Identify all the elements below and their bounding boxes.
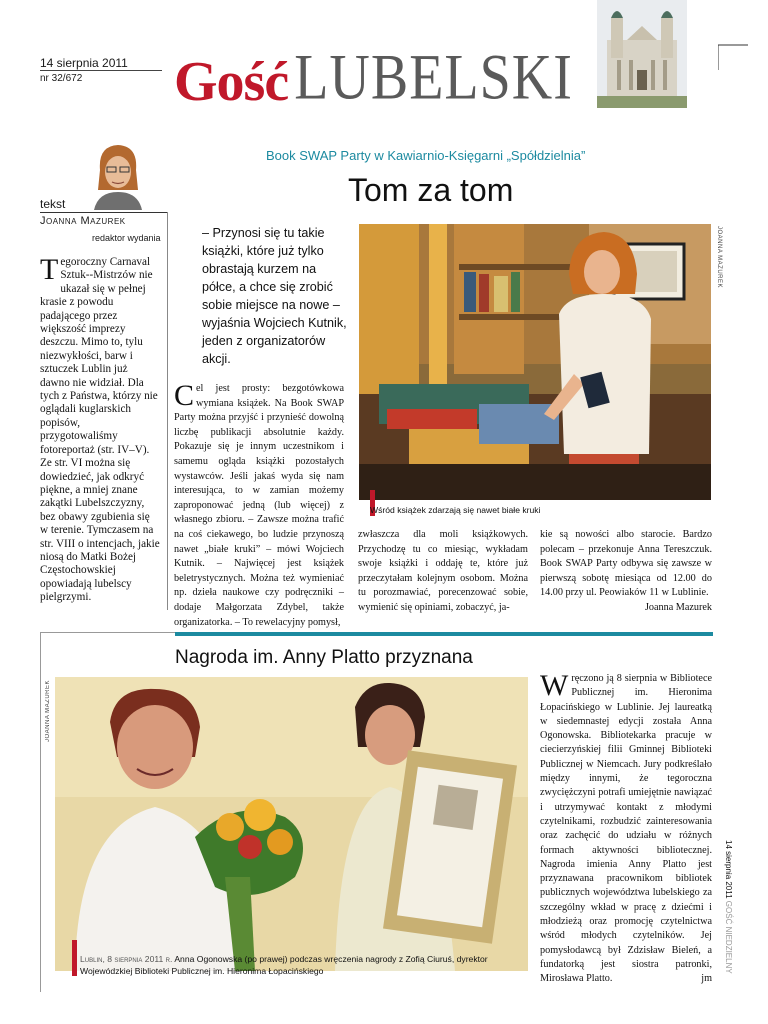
- photo2-caption: [80, 953, 520, 977]
- issue-number: nr 32/672: [40, 73, 83, 84]
- article-headline: Tom za tom: [348, 172, 514, 208]
- photo-credit: JOANNA MAZUREK: [716, 226, 722, 289]
- cathedral-image: [597, 0, 687, 108]
- caption2-text: Anna Ogonowska (po prawej) podczas wręczenia nagrody z Zofią Ciuruś, dyrektor Wojewódzkiej Biblioteki Publicznej im. Hieronima Łopacińskiego: [80, 954, 488, 977]
- article-kicker: Book SWAP Party w Kawiarnio-Księgarni „Spółdzielnia”: [266, 148, 586, 163]
- article-column-1: [174, 379, 344, 630]
- crop-marks: [718, 0, 768, 70]
- article-column-3: [540, 528, 712, 616]
- article-col1-text: el jest prosty: bezgotówkowa wymiana książek. Na Book SWAP Party można przyjść i przynieść dowolną liczbę publikacji absolutnie każdy. Pokazuje się je innym uczestnikom i samemu ogląda książki pozostałych wystawców. Jeśli jakaś wyda się nam interesująca, to w zamian możemy zaproponować jedną (lub więcej) z własnego zbioru. – Zawsze można trafić na coś ciekawego, bo ludzie przynoszą nawet „białe kruki” – mówi Wojciech Kutnik. – Najwięcej jest książek beletrystycznych. Można też wymieniać np. dzieła naukowe czy podręczniki – dodaje Małgorzata Zdybel, także organizatorka. – To rewelacyjny pomysł,: [174, 383, 344, 628]
- award-ceremony-photo: [55, 677, 528, 971]
- article2-signature: jm: [701, 973, 712, 985]
- editorial-text: [40, 253, 160, 605]
- article-signature: Joanna Mazurek: [644, 601, 712, 613]
- header-rule: [40, 70, 162, 71]
- logo-lubelski: LUBELSKI: [294, 42, 573, 114]
- footer-paper: GOŚĆ NIEDZIELNY: [724, 900, 733, 974]
- article-column-2: zwłaszcza dla moli książkowych. Przychodzę tu co miesiąc, wykładam swoje książki i oddaję te, które już przeczytałam kolejnym osobom. Można tu porozmawiać, porecenzować sobie, wymienić się opiniami, zobaczyć, ja-: [358, 529, 528, 613]
- photo2-credit: JOANNA MAZUREK: [45, 680, 51, 743]
- article2-headline: Nagroda im. Anny Platto przyznana: [175, 647, 473, 668]
- section-left-rule: [40, 632, 41, 992]
- article2-body: [540, 669, 712, 987]
- logo-gosc: Gość: [174, 51, 289, 113]
- author-rule: [40, 212, 168, 213]
- book-swap-photo: [359, 224, 711, 500]
- masthead-logo: [174, 30, 573, 114]
- page-footer: [724, 840, 733, 974]
- article-col3-text: kie są nowości albo starocie. Bardzo polecam – przekonuje Anna Tereszczuk. Book SWAP Party odbywa się zawsze w pierwszą sobotę miesiąca od 12.00 do 14.00 przy ul. Peowiaków 11 w Lublinie.: [540, 529, 712, 599]
- footer-date: 14 sierpnia 2011: [724, 840, 733, 899]
- section-accent-bar: [175, 632, 713, 636]
- author-portrait: [90, 140, 146, 210]
- article2-drop-cap: W: [540, 669, 569, 702]
- caption2-place-date: Lublin, 8 sierpnia 2011 r.: [80, 954, 173, 964]
- caption2-marker: [72, 940, 77, 976]
- photo-caption: Wśród książek zdarzają się nawet białe kruki: [370, 505, 541, 515]
- issue-date: 14 sierpnia 2011: [40, 56, 128, 70]
- article-lead: – Przynosi się tu takie książki, które już tylko obrastają kurzem na półce, a chce się zrobić sobie miejsce na nowe – wyjaśnia Wojciech Kutnik, jeden z organizatorów akcji.: [202, 226, 347, 366]
- author-role: redaktor wydania: [92, 233, 161, 243]
- article2-text: ręczono ją 8 sierpnia w Bibliotece Publicznej im. Hieronima Łopacińskiego w Lublinie. Jej laureatką w siedemnastej edycji została Anna Ogonowska. Bibliotekarka pracuje w ciecierzyńskiej filii Gminnej Biblioteki Publicznej w Niemcach. Jury podkreślało między innymi, że tegoroczna zwyciężczyni potrafi umiejętnie nawiązać i utrzymywać kontakt z młodymi czytelnikami, rozbudzić zainteresowania oraz zachęcić do udziału w różnych formach aktywności bibliotecznej. Nagroda imienia Anny Platto jest przyznawana pracownikom bibliotek publicznych województwa lubelskiego za szczególny wkład w pracę z dziećmi i młodzieżą oraz promocję czytelnictwa wśród młodych czytelników. Jej pomysłodawcą był Zdzisław Bieleń, a fundatorką jest siostra patronki, Mirosława Platto.: [540, 673, 712, 985]
- article-drop-cap: C: [174, 379, 195, 412]
- editorial-drop-cap: T: [40, 253, 59, 286]
- editorial-body: egoroczny Carnaval Sztuk--Mistrzów nie ukazał się w pełnej krasie z powodu padającego przez większość imprezy deszczu. Mimo to, tylu niezwykłości, barw i sztuczek Lublin już dawno nie widział. Dla tych z Państwa, którzy nie oglądali kuglarskich popisów, przygotowaliśmy fotoreportaż (str. IV–V). Ze str. VI można się dowiedzieć, jak odkryć piękne, a mniej znane zakątki Lubelszczyzny, bez obawy zgubienia się w terenie. Tymczasem na str. VIII o intencjach, jakie niosą do Matki Bożej Częstochowskiej opowiadają lubelscy pielgrzymi.: [40, 256, 160, 604]
- column-divider: [167, 212, 168, 610]
- author-name: Joanna Mazurek: [40, 215, 126, 227]
- author-label: tekst: [40, 197, 66, 211]
